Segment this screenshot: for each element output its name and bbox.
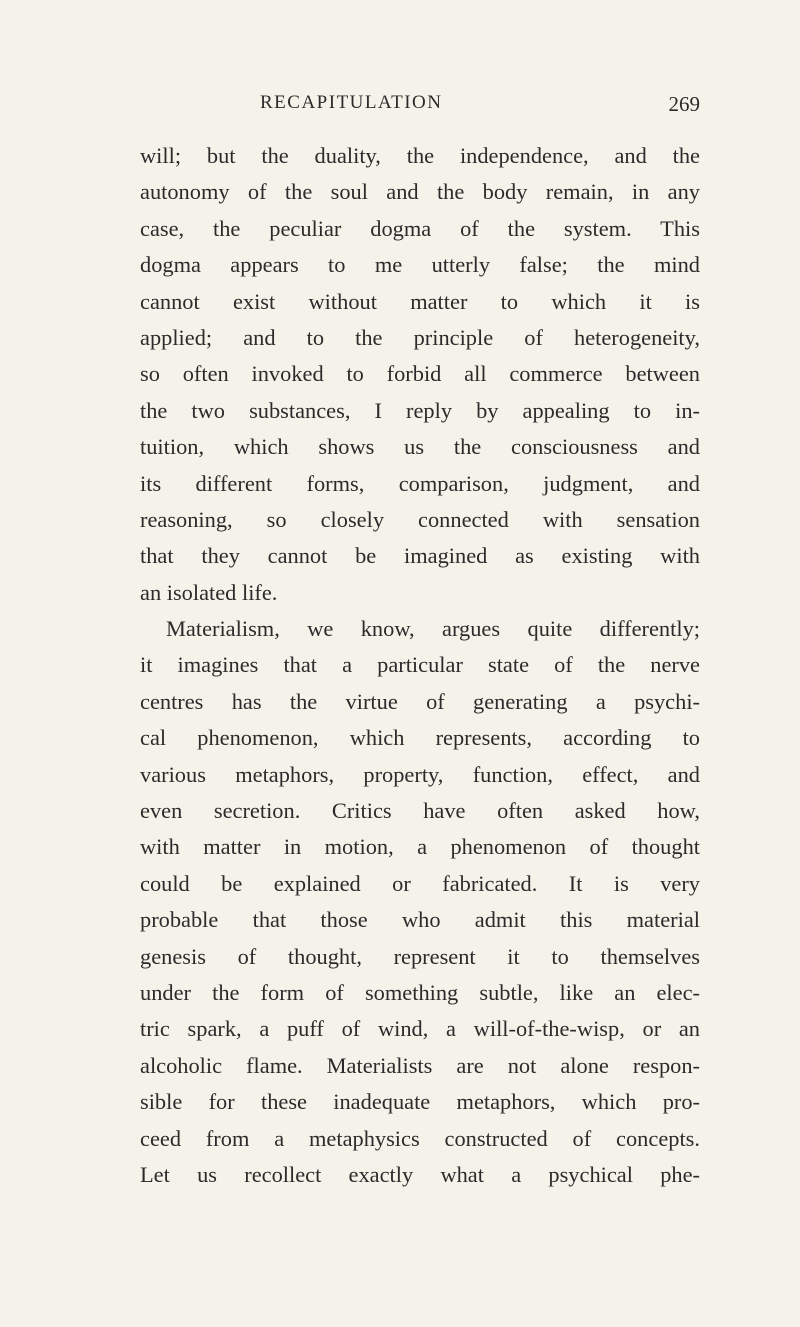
text-line: autonomy of the soul and the body remain, in any [140,179,700,205]
text-line: dogma appears to me utterly false; the mind [140,252,700,278]
text-line: cal phenomenon, which represents, according to [140,725,700,751]
text-line: Materialism, we know, argues quite differently; [166,616,700,642]
text-line: genesis of thought, represent it to themselves [140,943,700,969]
text-line: tric spark, a puff of wind, a will-of-the-wisp, or an [140,1016,700,1042]
text-line: that they cannot be imagined as existing with [140,543,700,569]
page-number: 269 [668,92,700,116]
text-line: so often invoked to forbid all commerce between [140,361,700,387]
text-line: alcoholic flame. Materialists are not alone respon- [140,1052,700,1078]
text-line: Let us recollect exactly what a psychical phe- [140,1161,700,1187]
paragraph-2 [140,611,700,1193]
text-line: centres has the virtue of generating a psychi- [140,688,700,714]
text-line: its different forms, comparison, judgment, and [140,470,700,496]
text-line: case, the peculiar dogma of the system. This [140,215,700,241]
text-line: applied; and to the principle of heterogeneity, [140,324,700,350]
text-line: ceed from a metaphysics constructed of concepts. [140,1125,700,1151]
text-line: it imagines that a particular state of the nerve [140,652,700,678]
text-line: under the form of something subtle, like an elec- [140,979,700,1005]
running-head [140,92,700,126]
text-line: even secretion. Critics have often asked how, [140,798,700,824]
text-line: with matter in motion, a phenomenon of thought [140,834,700,860]
text-line: various metaphors, property, function, effect, and [140,761,700,787]
text-line: tuition, which shows us the consciousness and [140,434,700,460]
text-line: could be explained or fabricated. It is very [140,870,700,896]
paragraph-1 [140,138,700,611]
text-line: reasoning, so closely connected with sensation [140,506,700,532]
body-text [140,138,700,1193]
text-line: an isolated life. [140,579,278,605]
text-line: the two substances, I reply by appealing to in- [140,397,700,423]
running-title: RECAPITULATION [260,92,443,113]
text-line: will; but the duality, the independence, and the [140,143,700,168]
text-line: sible for these inadequate metaphors, which pro- [140,1089,700,1115]
text-line: probable that those who admit this material [140,907,700,933]
text-line: cannot exist without matter to which it is [140,288,700,314]
